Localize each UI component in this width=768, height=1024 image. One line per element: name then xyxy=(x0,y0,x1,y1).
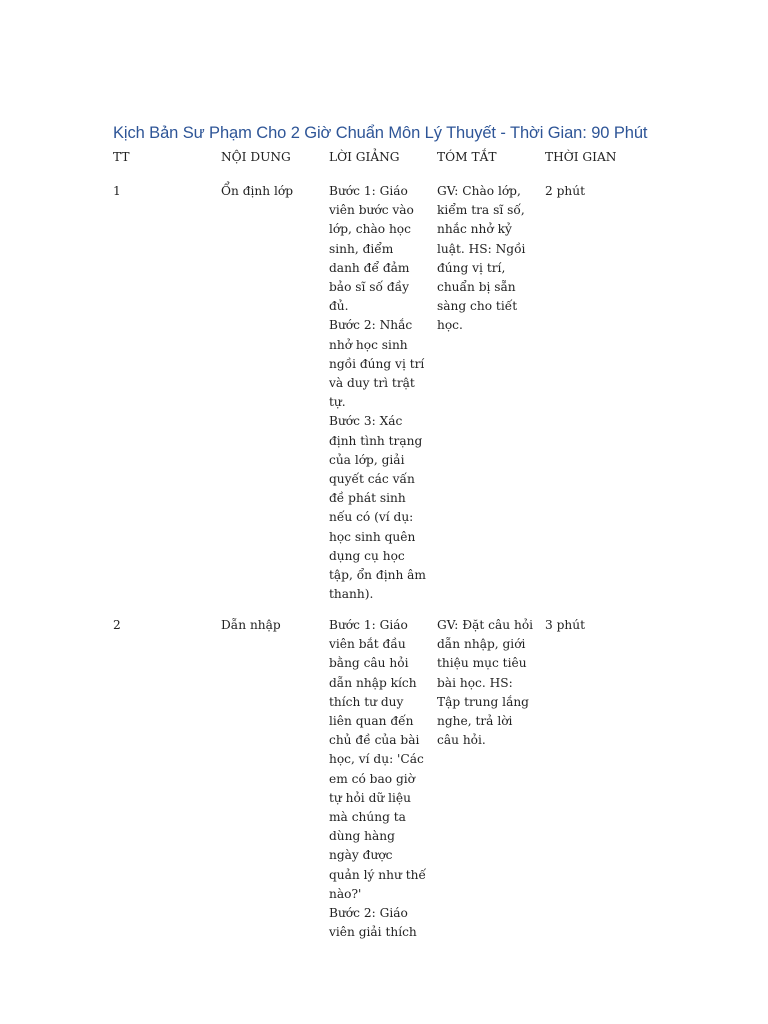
cell-loi-giang xyxy=(329,182,437,604)
lecture-step: Bước 3: Xác định tình trạng của lớp, giải quyết các vấn đề phát sinh nếu có (ví dụ: học sinh quên dụng cụ học tập, ổn định âm thanh). xyxy=(329,414,426,602)
lecture-step: Bước 2: Nhắc nhở học sinh ngồi đúng vị trí và duy trì trật tự. xyxy=(329,318,425,410)
header-tom-tat: TÓM TẮT xyxy=(437,150,497,164)
cell-noi-dung: Dẫn nhập xyxy=(221,618,281,632)
lecture-step: Bước 1: Giáo viên bắt đầu bằng câu hỏi dẫn nhập kích thích tư duy liên quan đến chủ đề của bài học, ví dụ: 'Các em có bao giờ tự hỏi dữ liệu mà chúng ta dùng hàng ngày được quản lý như thế nào?' xyxy=(329,618,426,901)
table-row xyxy=(113,182,658,616)
header-noi-dung: NỘI DUNG xyxy=(221,150,291,164)
cell-tt: 1 xyxy=(113,184,121,198)
table-header-row xyxy=(113,148,658,182)
header-loi-giang: LỜI GIẢNG xyxy=(329,150,400,164)
header-thoi-gian: THỜI GIAN xyxy=(545,150,617,164)
header-tt: TT xyxy=(113,150,130,164)
table-row xyxy=(113,616,658,940)
lesson-plan-table xyxy=(113,148,658,940)
lecture-step: Bước 1: Giáo viên bước vào lớp, chào học sinh, điểm danh để đảm bảo sĩ số đầy đủ. xyxy=(329,184,414,314)
cell-loi-giang xyxy=(329,616,437,942)
cell-tom-tat: GV: Đặt câu hỏi dẫn nhập, giới thiệu mục tiêu bài học. HS: Tập trung lắng nghe, trả lời câu hỏi. xyxy=(437,618,534,748)
cell-noi-dung: Ổn định lớp xyxy=(221,184,294,198)
cell-thoi-gian: 3 phút xyxy=(545,618,586,632)
document-title: Kịch Bản Sư Phạm Cho 2 Giờ Chuẩn Môn Lý Thuyết - Thời Gian: 90 Phút xyxy=(113,124,648,142)
lecture-step: Bước 2: Giáo viên giải thích xyxy=(329,906,417,940)
cell-tt: 2 xyxy=(113,618,121,632)
cell-thoi-gian: 2 phút xyxy=(545,184,586,198)
cell-tom-tat: GV: Chào lớp, kiểm tra sĩ số, nhắc nhở kỷ luật. HS: Ngồi đúng vị trí, chuẩn bị sẵn sàng cho tiết học. xyxy=(437,184,526,333)
